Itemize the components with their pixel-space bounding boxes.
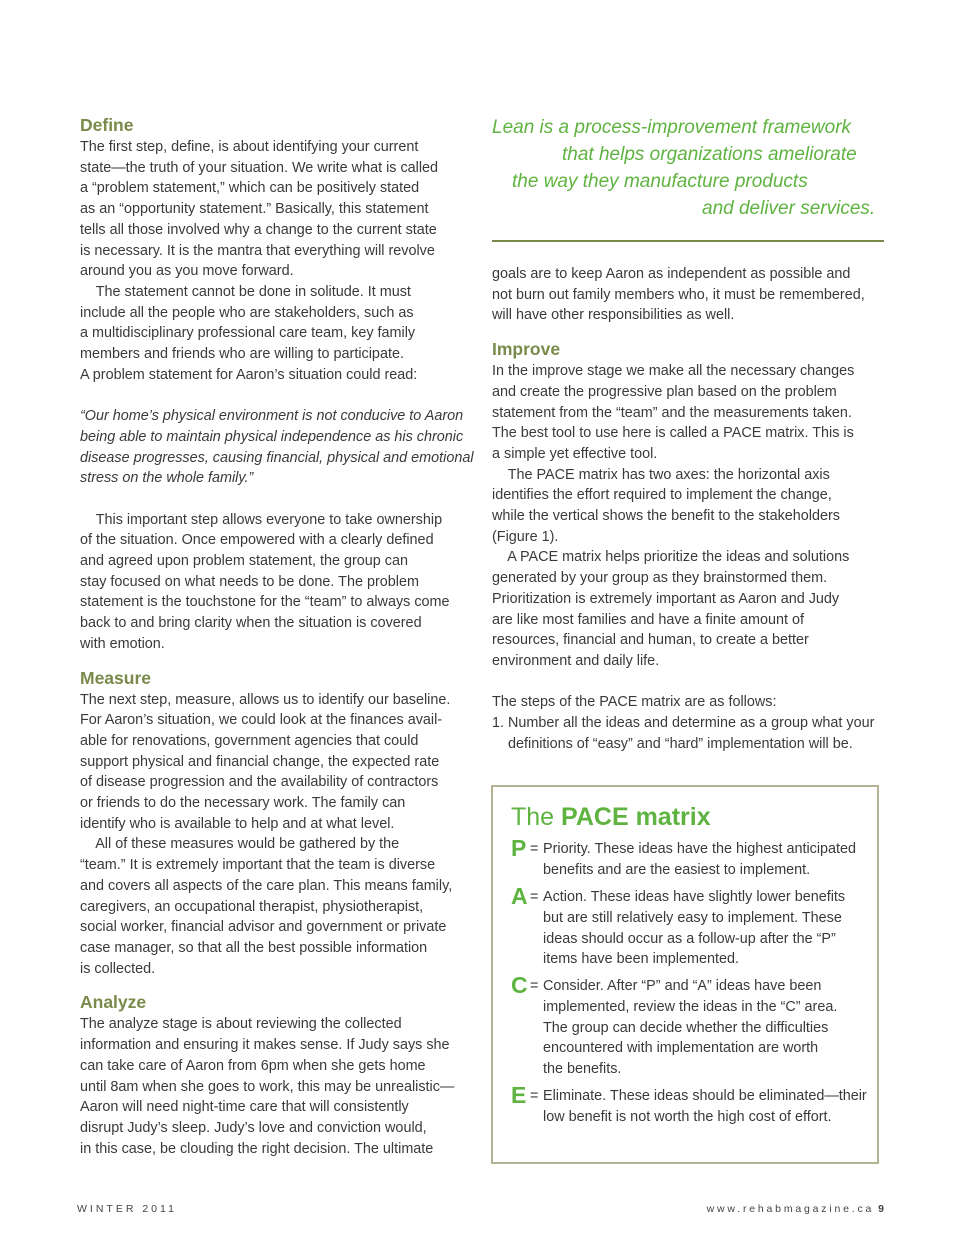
text-line: statement from the “team” and the measurements taken.	[492, 404, 852, 421]
text-line: encountered with implementation are worth	[543, 1040, 819, 1057]
equals-sign: =	[530, 841, 539, 857]
text-line: Action. These ideas have slightly lower benefits	[543, 889, 846, 905]
footer-right	[707, 1203, 884, 1215]
text-line: Consider. After “P” and “A” ideas have been	[543, 978, 822, 994]
text-line: is necessary. It is the mantra that everything will revolve	[80, 242, 435, 259]
text-line: in this case, be clouding the right decision. The ultimate	[80, 1140, 434, 1157]
text-line: state—the truth of your situation. We write what is called	[80, 159, 439, 176]
text-line: resources, financial and human, to create a better	[492, 632, 809, 649]
text-line: Eliminate. These ideas should be eliminated—their	[543, 1088, 867, 1104]
text-line: and create the progressive plan based on the problem	[492, 383, 837, 400]
list-item: 1. Number all the ideas and determine as a group what your	[492, 715, 875, 732]
text-line: are like most families and have a finite amount of	[492, 611, 804, 628]
text-line: (Figure 1).	[492, 528, 559, 545]
problem-statement-quote	[80, 406, 475, 489]
text-line: can take care of Aaron from 6pm when she gets home	[80, 1057, 426, 1074]
pace-title-bold: PACE matrix	[561, 803, 711, 831]
text-line: The first step, define, is about identifying your current	[80, 139, 419, 155]
text-line: The next step, measure, allows us to identify our baseline.	[80, 691, 451, 708]
measure-heading: Measure	[80, 667, 152, 688]
pull-quote-line: the way they manufacture products	[512, 171, 808, 192]
text-line: Priority. These ideas have the highest anticipated	[543, 841, 857, 857]
pace-matrix-box	[491, 785, 879, 1164]
left-column	[80, 114, 475, 1159]
text-line: and agreed upon problem statement, the group can	[80, 553, 409, 570]
text-line: goals are to keep Aaron as independent as possible and	[492, 266, 851, 282]
quote-line: disease progresses, causing financial, physical and emotional	[80, 449, 474, 466]
text-line: tells all those involved why a change to the current state	[80, 221, 437, 238]
text-line: In the improve stage we make all the necessary changes	[492, 363, 855, 380]
text-line: around you as you move forward.	[80, 263, 294, 280]
text-line: The statement cannot be done in solitude. It must	[80, 283, 411, 300]
text-line: will have other responsibilities as well.	[492, 307, 735, 324]
text-line: generated by your group as they brainstormed them.	[492, 570, 828, 587]
text-line: caregivers, an occupational therapist, physiotherapist,	[80, 898, 424, 915]
text-line: The steps of the PACE matrix are as follows:	[492, 694, 777, 711]
improve-body	[492, 361, 887, 672]
text-line: The analyze stage is about reviewing the collected	[80, 1016, 402, 1033]
pull-quote-line: Lean is a process-improvement framework	[492, 117, 852, 138]
page-number: 9	[878, 1203, 884, 1215]
text-line: the benefits.	[543, 1061, 622, 1078]
text-line: items have been implemented.	[543, 951, 739, 968]
analyze-body	[80, 1014, 475, 1159]
text-line: “team.” It is extremely important that the team is diverse	[80, 857, 436, 874]
text-line: of disease progression and the availability of contractors	[80, 774, 439, 791]
pace-item-eliminate	[511, 1082, 871, 1128]
equals-sign: =	[530, 1088, 539, 1104]
continued-body	[492, 264, 887, 326]
define-heading: Define	[80, 115, 134, 135]
pull-quote	[492, 114, 884, 242]
pace-box-title	[511, 801, 711, 833]
text-line: a simple yet effective tool.	[492, 445, 658, 462]
pace-letter: A	[511, 883, 528, 909]
text-line: benefits and are the easiest to implement.	[543, 861, 811, 878]
text-line: This important step allows everyone to take ownership	[80, 511, 443, 528]
text-line: until 8am when she goes to work, this may be unrealistic—	[80, 1078, 455, 1095]
pace-letter: E	[511, 1082, 527, 1108]
pace-item-consider	[511, 972, 871, 1080]
text-line: disrupt Judy’s sleep. Judy’s love and conviction would,	[80, 1119, 427, 1136]
pace-item-priority	[511, 835, 871, 881]
pull-quote-line: and deliver services.	[702, 198, 876, 219]
text-line: but are still relatively easy to implement. These	[543, 909, 842, 926]
text-line: with emotion.	[80, 635, 165, 652]
text-line: back to and bring clarity when the situation is covered	[80, 615, 422, 632]
analyze-heading: Analyze	[80, 992, 147, 1013]
equals-sign: =	[530, 889, 539, 905]
footer-website[interactable]: www.rehabmagazine.ca	[706, 1203, 875, 1215]
ownership-body	[80, 510, 475, 655]
text-line: and covers all aspects of the care plan. This means family,	[80, 877, 453, 894]
text-line: Prioritization is extremely important as Aaron and Judy	[492, 590, 840, 607]
text-line: statement is the touchstone for the “team” to always come	[80, 594, 450, 611]
text-line: not burn out family members who, it must be remembered,	[492, 286, 865, 303]
pace-letter: C	[511, 972, 528, 998]
pace-item-action	[511, 883, 871, 970]
pace-letter: P	[511, 835, 527, 861]
text-line: information and ensuring it makes sense. If Judy says she	[80, 1037, 450, 1054]
text-line: implemented, review the ideas in the “C” area.	[543, 998, 838, 1015]
text-line: Aaron will need night-time care that will consistently	[80, 1099, 409, 1116]
equals-sign: =	[530, 978, 539, 994]
text-line: include all the people who are stakeholders, such as	[80, 304, 414, 321]
text-line: of the situation. Once empowered with a clearly defined	[80, 532, 434, 549]
right-column	[492, 264, 887, 754]
footer-season: WINTER 2011	[77, 1203, 177, 1215]
text-line: a “problem statement,” which can be positively stated	[80, 180, 420, 197]
text-line: A PACE matrix helps prioritize the ideas and solutions	[492, 549, 850, 566]
text-line: All of these measures would be gathered by the	[80, 836, 400, 853]
steps-list	[492, 692, 887, 754]
text-line: is collected.	[80, 960, 156, 977]
text-line: identify who is available to help and at what level.	[80, 815, 395, 832]
pace-title-light: The	[511, 803, 562, 831]
text-line: The group can decide whether the difficulties	[543, 1019, 829, 1036]
text-line: environment and daily life.	[492, 652, 660, 669]
measure-body	[80, 690, 475, 980]
text-line: A problem statement for Aaron’s situation could read:	[80, 366, 418, 383]
quote-line: stress on the whole family.”	[80, 470, 254, 487]
text-line: For Aaron’s situation, we could look at the finances avail-	[80, 712, 443, 729]
define-body	[80, 137, 475, 385]
text-line: as an “opportunity statement.” Basically, this statement	[80, 201, 429, 218]
text-line: a multidisciplinary professional care team, key family	[80, 325, 416, 342]
text-line: members and friends who are willing to participate.	[80, 346, 404, 363]
list-item: definitions of “easy” and “hard” implementation will be.	[492, 735, 853, 752]
text-line: low benefit is not worth the high cost of effort.	[543, 1108, 832, 1125]
text-line: case manager, so that all the best possible information	[80, 939, 428, 956]
text-line: The best tool to use here is called a PACE matrix. This is	[492, 425, 854, 442]
text-line: stay focused on what needs to be done. The problem	[80, 573, 419, 590]
quote-line: being able to maintain physical independence as his chronic	[80, 428, 464, 445]
text-line: identifies the effort required to implement the change,	[492, 487, 832, 504]
text-line: social worker, financial advisor and government or private	[80, 919, 447, 936]
text-line: ideas should occur as a follow-up after the “P”	[543, 930, 836, 947]
text-line: support physical and financial change, the expected rate	[80, 753, 440, 770]
text-line: able for renovations, government agencies that could	[80, 732, 419, 749]
text-line: while the vertical shows the benefit to the stakeholders	[492, 508, 840, 525]
quote-line: “Our home’s physical environment is not conducive to Aaron	[80, 408, 464, 425]
text-line: The PACE matrix has two axes: the horizontal axis	[492, 466, 830, 483]
improve-heading: Improve	[492, 339, 561, 360]
text-line: or friends to do the necessary work. The family can	[80, 795, 406, 812]
pull-quote-line: that helps organizations ameliorate	[562, 144, 857, 165]
